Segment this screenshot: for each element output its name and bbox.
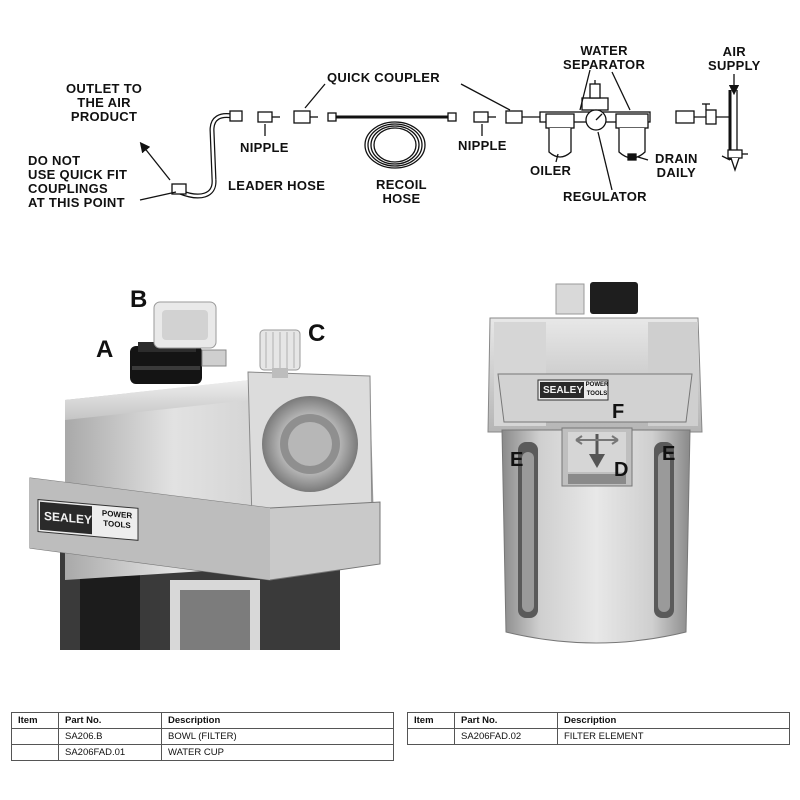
cell-description: WATER CUP	[162, 745, 394, 761]
label-drain-line1: DRAIN	[655, 151, 698, 166]
label-quick-coupler: QUICK COUPLER	[327, 70, 440, 85]
label-recoil-line2: HOSE	[382, 191, 421, 206]
brand-line1-right: POWER	[585, 382, 609, 388]
brand-sub-left	[96, 508, 138, 532]
label-do-not-line3: COUPLINGS	[28, 181, 108, 196]
label-recoil-line1: RECOIL	[376, 177, 427, 192]
header-item: Item	[408, 713, 455, 729]
brand-name-right: SEALEY	[542, 385, 583, 396]
cell-item	[12, 745, 59, 761]
label-air-supply	[708, 45, 761, 73]
cell-part-no: SA206FAD.02	[455, 729, 558, 745]
header-part-no: Part No.	[59, 713, 162, 729]
nipple-right	[474, 112, 488, 122]
leader-hose-top-fitting	[230, 111, 242, 121]
cell-description: BOWL (FILTER)	[162, 729, 394, 745]
callout-b: B	[130, 286, 148, 313]
nipple-left	[258, 112, 272, 122]
table-row	[408, 729, 790, 745]
cell-item	[408, 729, 455, 745]
brand-line2-right: TOOLS	[586, 391, 608, 397]
brand-line2-left: TOOLS	[103, 518, 131, 531]
label-leader-hose: LEADER HOSE	[228, 178, 326, 193]
air-line-diagram	[0, 0, 800, 220]
parts-table-2	[407, 712, 790, 745]
frl-unit	[540, 80, 650, 160]
header-part-no: Part No.	[455, 713, 558, 729]
label-do-not-line1: DO NOT	[28, 153, 81, 168]
callout-a: A	[96, 336, 114, 363]
table-header-row	[408, 713, 790, 729]
brand-sub-right	[584, 381, 610, 399]
label-outlet	[66, 82, 142, 124]
quick-coupler-right	[506, 111, 522, 123]
table-header-row	[12, 713, 394, 729]
brand-name-left: SEALEY	[44, 508, 93, 528]
leader-hose	[180, 116, 232, 196]
label-water-separator-line1: WATER	[580, 43, 628, 58]
label-water-separator-line2: SEPARATOR	[563, 57, 646, 72]
label-regulator: REGULATOR	[563, 189, 647, 204]
label-outlet-line3: PRODUCT	[70, 109, 138, 124]
label-outlet-line1: OUTLET TO	[66, 81, 143, 96]
quick-coupler-left	[294, 111, 310, 123]
label-air-supply-line2: SUPPLY	[708, 58, 761, 73]
label-do-not-line2: USE QUICK FIT	[28, 167, 128, 182]
callout-e-right: E	[662, 443, 676, 465]
label-nipple-right: NIPPLE	[458, 138, 507, 153]
callout-d: D	[614, 459, 629, 481]
callout-e-left: E	[510, 449, 524, 471]
cell-description: FILTER ELEMENT	[558, 729, 790, 745]
label-do-not	[28, 154, 127, 210]
photo-lubricator-bowl	[480, 282, 710, 652]
label-do-not-line4: AT THIS POINT	[28, 195, 125, 210]
outlet-arrow	[143, 146, 170, 180]
label-oiler: OILER	[530, 163, 572, 178]
header-description: Description	[558, 713, 790, 729]
label-drain-daily	[655, 152, 698, 180]
header-description: Description	[162, 713, 394, 729]
recoil-hose-coils	[365, 122, 425, 168]
brand-line1-left: POWER	[101, 508, 133, 521]
filter-top-drawing	[20, 280, 390, 650]
label-air-supply-line1: AIR	[722, 44, 746, 59]
table-row	[12, 745, 394, 761]
label-nipple-left: NIPPLE	[240, 140, 289, 155]
label-water-separator	[563, 44, 645, 72]
parts-table-1	[11, 712, 394, 761]
cell-part-no: SA206FAD.01	[59, 745, 162, 761]
callout-c: C	[308, 320, 326, 347]
label-recoil-hose	[376, 178, 427, 206]
photo-filter-top	[20, 280, 390, 650]
label-drain-line2: DAILY	[656, 165, 696, 180]
table-row	[12, 729, 394, 745]
cell-item	[12, 729, 59, 745]
cell-part-no: SA206.B	[59, 729, 162, 745]
callout-f: F	[612, 401, 625, 423]
header-item: Item	[12, 713, 59, 729]
label-outlet-line2: THE AIR	[77, 95, 131, 110]
